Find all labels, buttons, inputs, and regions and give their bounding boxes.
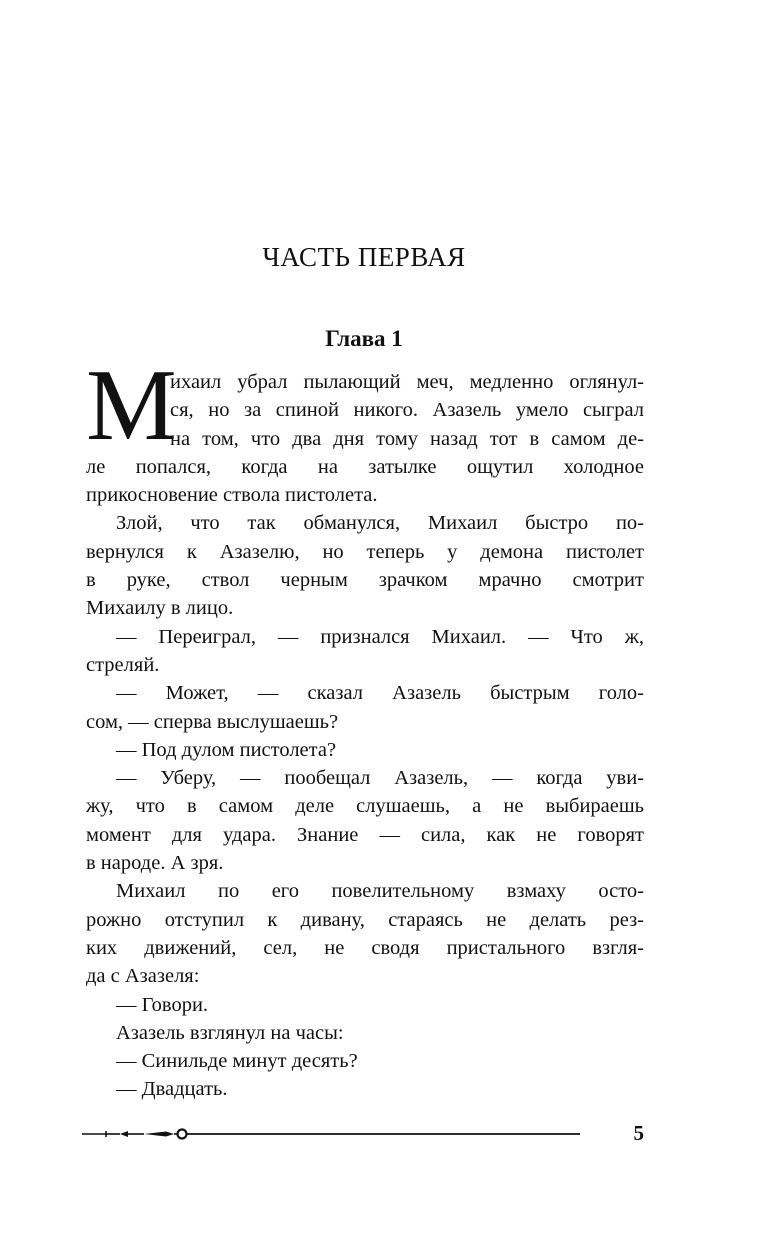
body-lines (86, 453, 644, 1104)
text-line: — Под дулом пистолета? (116, 738, 337, 761)
drop-cap: М (86, 349, 177, 462)
text-line: на том, что два дня тому назад тот в самом де- (170, 427, 644, 450)
footer-ornament (82, 1124, 582, 1144)
text-line: — Уберу, — пообещал Азазель, — когда уви- (116, 767, 644, 790)
text-line: момент для удара. Знание — сила, как не говорят (86, 823, 644, 846)
text-line: — Говори. (116, 993, 209, 1016)
text-line: прикосновение ствола пистолета. (86, 484, 378, 507)
text-line: — Переиграл, — признался Михаил. — Что ж, (116, 625, 644, 648)
text-line: рожно отступил к дивану, стараясь не делать рез- (86, 908, 644, 931)
text-line: ся, но за спиной никого. Азазель умело сыграл (170, 399, 644, 422)
text-line: — Может, — сказал Азазель быстрым голо- (116, 682, 644, 705)
text-line: Михаил по его повелительному взмаху осто- (116, 880, 644, 903)
text-line: вернулся к Азазелю, но теперь у демона пистолет (86, 540, 644, 563)
text-line: — Синильде минут десять? (116, 1050, 358, 1073)
text-line: жу, что в самом деле слушаешь, а не выбираешь (86, 795, 644, 818)
text-line: — Двадцать. (116, 1078, 228, 1101)
text-line: ких движений, сел, не сводя пристального взгля- (86, 936, 644, 959)
text-line: Азазель взглянул на часы: (116, 1021, 344, 1044)
text-line: в народе. А зря. (86, 852, 224, 875)
chapter-body (86, 349, 644, 1104)
text-line: Злой, что так обманулся, Михаил быстро по- (116, 512, 644, 535)
part-title: ЧАСТЬ ПЕРВАЯ (262, 242, 466, 272)
text-line: в руке, ствол черным зрачком мрачно смотрит (86, 569, 644, 592)
text-line: стреляй. (86, 653, 160, 676)
text-line: Михаилу в лицо. (86, 597, 234, 620)
text-line: ихаил убрал пылающий меч, медленно оглянул- (170, 371, 644, 393)
text-line: сом, — сперва выслушаешь? (86, 710, 339, 733)
text-line: да с Азазеля: (86, 965, 200, 988)
chapter-title: Глава 1 (325, 326, 403, 351)
page-number: 5 (633, 1121, 644, 1145)
text-line: ле попался, когда на затылке ощутил холодное (86, 455, 644, 478)
